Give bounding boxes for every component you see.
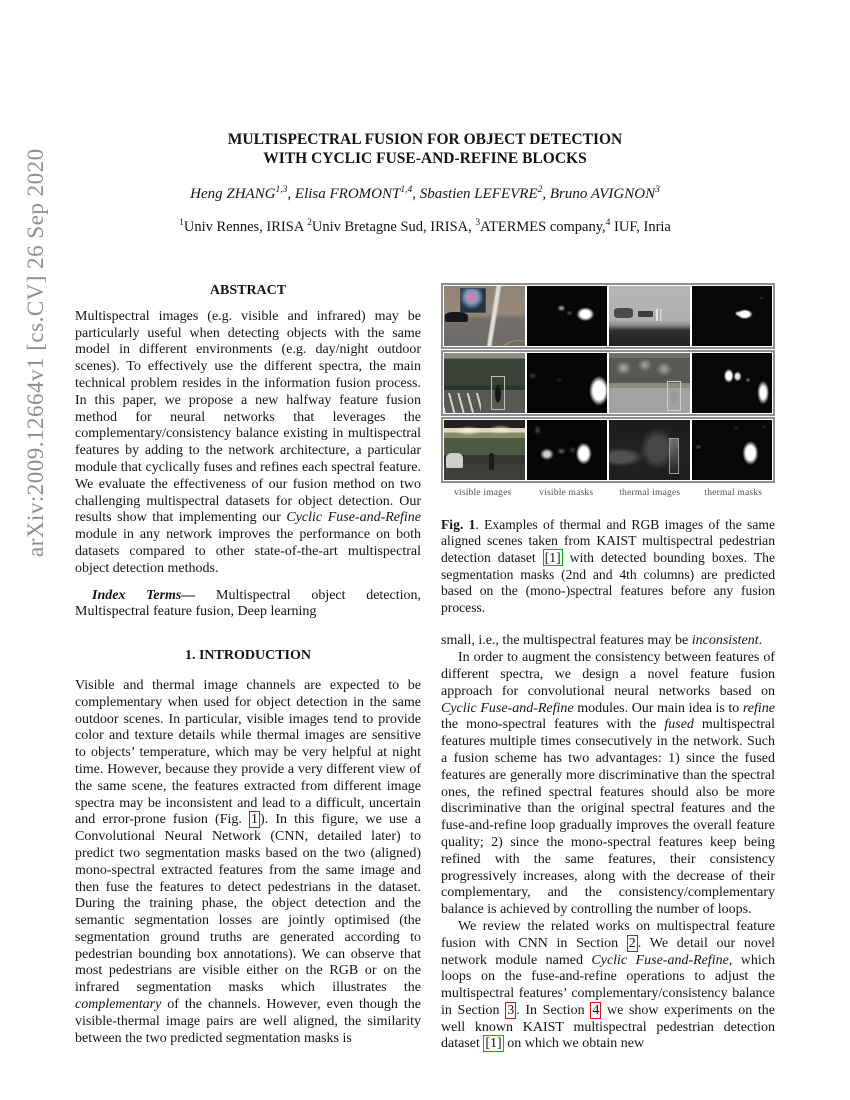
text-run: IUF, Inria [610,219,671,235]
section-ref-link-2[interactable]: 2 [628,935,636,951]
visible-image-row3 [444,420,525,480]
text-run: . [758,633,763,649]
label-thermal-images: thermal images [619,488,681,498]
text-run: 1,3 [275,185,288,195]
text-run: In order to augment the consistency between features of different spectra, we design a novel feature fusion approach for convolutional neural networks based on [441,650,775,699]
section-ref-link-3[interactable]: 3 [507,1002,515,1018]
introduction-paragraph-2 [441,650,775,919]
introduction-heading: 1. INTRODUCTION [184,648,311,664]
visible-image-row2 [444,353,525,413]
text-run: Cyclic Fuse-and-Refine [286,510,421,526]
authors-line [0,185,850,203]
visible-mask-row3 [527,420,608,480]
index-terms-paragraph [75,588,421,622]
text-run: ). In this figure, we use a Convolutional Neural Network (CNN, detailed later) to predict two segmentation masks based on the two (aligned) mono-spectral extracted features from the same image and then fuse the features to detect pedestrians in the dataset. During the training phase, the object detection and the semantic segmentation losses are jointly optimised (the segmentation ground truths are generated according to pedestrian bounding box annotations). We can observe that most pedestrians are visible either on the RGB or on the infrared segmentation masks which illustrates the [75,812,421,996]
text-run: , [287,186,295,202]
text-run: on which we obtain new [503,1036,645,1052]
text-run: . In Section [516,1002,591,1018]
thermal-mask-row2 [692,353,773,413]
text-run: the mono-spectral features with the [441,717,665,733]
text-run: we show experiments on the well known KAIST multispectral pedestrian detection dataset [441,1002,776,1052]
label-thermal-masks: thermal masks [704,488,763,498]
text-run: complementary [75,997,162,1013]
text-run: multispectral features multiple times consecutively in the network. Such a fusion scheme has two advantages: 1) since the fused features are generally more discriminative than the spectral ones, the refined spectral features should also be more discriminative than the original spectral features and the fuse-and-refine loop gradually improves the overall feature quality; 2) since the mono-spectral features keep being refined with the same features, their consistency progressively increases, along with the decrease of their complementary, and the consistency/complementary balance is achieved by controlling the number of loops. [441,717,776,918]
section-ref-link-4[interactable]: 4 [592,1002,600,1018]
affiliations-line [0,218,850,236]
text-run: Visible and thermal image channels are expected to be complementary when used for object detection in the same outdoor scenes. In particular, visible images tend to provide color and texture details while thermal images are sensitive to objects’ temperature, which may be very helpful at night time. However, because they provide a very different view of the same scene, the features extracted from different image spectra may be inconsistent and lead to a difficult, uncertain and error-prone fusion (Fig. [75,677,421,828]
text-run: 2 [307,218,312,228]
text-run: 3 [655,185,660,195]
text-run: . We detail our novel network module named [441,935,775,968]
figure-ref-link-1[interactable]: 1 [251,812,259,828]
introduction-paragraph-1-right [441,633,775,650]
text-run: Heng ZHANG [190,186,276,202]
text-run: 4 [605,218,611,228]
text-run: small, i.e., the multispectral features may be [441,633,692,649]
text-run: , which loops on the fuse-and-refine operations to adjust the multispectral features’ complementary/consistency balance in Section [441,952,775,1018]
abstract-heading: ABSTRACT [209,283,287,298]
text-run: module in any network improves the performance on both datasets compared to other state-of-the-art multispectral object detection methods. [75,527,421,576]
paper-header [0,130,850,236]
visible-image-row1 [444,286,525,346]
visible-mask-row1 [527,286,608,346]
text-run: of the channels. However, even though the visible-thermal image pairs are well aligned, the similarity between the two predicted segmentation masks is [75,997,421,1046]
text-run: Multispectral images (e.g. visible and infrared) may be particularly useful when detecting objects with the same model in different environments (e.g. day/night outdoor scenes). To effectively use the different spectra, the main technical problem resides in the information fusion process. In this paper, we propose a new halfway feature fusion method for neural networks that leverages the complementary/consistency balance existing in multispectral features by adding to the network architecture, a particular module that cyclically fuses and refines each spectral feature. We evaluate the effectiveness of our fusion method on two challenging multispectral datasets for object detection. Our results show that implementing our [75,308,421,526]
figure-1-caption [441,517,775,617]
figure-row-3 [441,417,775,483]
figure-row-1 [441,283,775,349]
text-run: 3 [475,218,481,228]
label-visible-images: visible images [454,488,512,498]
text-run: modules. Our main idea is to [573,700,743,716]
text-run: 2 [537,185,543,195]
text-run: fused [664,717,694,733]
left-column [75,283,421,1047]
text-run: Cyclic Fuse-and-Refine [591,952,729,968]
visible-mask-row2 [527,353,608,413]
text-run: inconsistent [691,633,759,649]
citation-link-1[interactable]: [1] [544,549,561,565]
text-run: ATERMES company, [480,219,606,235]
paper-title-line2: WITH CYCLIC FUSE-AND-REFINE BLOCKS [263,150,587,167]
paper-title-line1: MULTISPECTRAL FUSION FOR OBJECT DETECTION [227,131,623,148]
label-visible-masks: visible masks [539,488,594,498]
text-run: 1,4 [400,185,413,195]
text-run: Univ Bretagne Sud, IRISA, [311,219,476,235]
figure-column-labels [441,485,775,502]
text-run: with detected bounding boxes. The segmentation masks (2nd and 4th columns) are predicted based on the (mono-)spectral features before any fusion process. [441,549,775,615]
citation-link-1[interactable]: [1] [485,1036,502,1052]
thermal-image-row2 [609,353,690,413]
text-run: Index Terms— [92,587,196,603]
document-page: arXiv:2009.12664v1 [cs.CV] 26 Sep 2020 MULTISPECTRAL FUSION FOR OBJECT DETECTION WITH CYCLIC FUSE-AND-REFINE BLOCKS Heng ZHANG$^{1,3}$, Elisa FROMONT$^{1,4}$, Sbastien LEFEVRE$^2$, Bruno AVIGNON$^3$ $^1$Univ Rennes, IRISA $^2$Univ Bretagne Sud, IRISA, $^3$ATERMES company,$^4$ IUF, Inria ABSTRACT Multispectral images (e.g. visible and infrared) may be particularly useful when detecting objects with the same model in different environments (e.g. day/night outdoor scenes). To effectively use the different spectra, the main technical problem resides in the information fusion process. In this paper, we propose a new halfway feature fusion method for neural networks that leverages the complementary/consistency balance existing in multispectral features by adding to the network architecture, a particular module that cyclically fuses and refines each spectral feature. We evaluate the effectiveness of our fusion method on two challenging multispectral datasets for object detection. Our results show that implementing our Cyclic Fuse-and-Refine module in any network improves the performance on both datasets compared to other state-of-the-art multispectral object detection methods. Index Terms— Multispectral object detection, Multispectral feature fusion, Deep learning 1. INTRODUCTION Visible and thermal image channels are expected to be complementary when used for object detection in the same outdoor scenes. In particular, visible images tend to provide color and texture details while thermal images are sensitive to objects’ temperature, which may be very helpful at night time. However, because they provide a very different view of the same scene, the features extracted from different image spectra may be inconsistent and lead to a difficult, uncertain and error-prone fusion (Fig. 1 ). In this figure, we use a Convolutional Neural Network (CNN, detailed later) to predict two segmentation masks based on the two (aligned) mono-spectral extracted features from the same image and then fuse the features to detect pedestrians in the dataset. During the training phase, the object detection and the semantic segmentation losses are jointly optimised (the segmentation ground truths are generated according to pedestrian bounding box annotations). We can observe that most pedestrians are visible either on the RGB or on the infrared segmentation masks which illustrates the complementary of the channels. However, even though the visible-thermal image pairs are well aligned, the similarity between the two predicted segmentation masks is visible images visible masks thermal images thermal masks Fig. 1. Examples of thermal and RGB images of the same aligned scenes taken from KAIST multispectral pedestrian detection dataset [1] with detected bounding boxes. The segmentation masks (2nd and 4th columns) are predicted based on the (mono-)spectral features before any fusion process. small, i.e., the multispectral features may be inconsistent. In order to augment the consistency between features of different spectra, we design a novel feature fusion approach for convolutional neural networks based on Cyclic Fuse-and-Refine modules. Our main idea is to refine the mono-spectral features with the fused multispectral features multiple times consecutively in the network. Such a fusion scheme has two advantages: 1) since the fused features are generally more discriminative than the spectral ones, the refined spectral features should also be more discriminative than the original spectral features and the fuse-and-refine loop gradually improves the overall feature quality; 2) since the mono-spectral features keep being refined with the same features, their consistency progressively increases, along with the decrease of their complementary, and the consistency/complementary balance is achieved by controlling the number of loops. We review the related works on multispectral feature fusion with CNN in Section 2 . We detail our novel network module named Cyclic Fuse-and-Refine, which loops on the fuse-and-refine operations to adjust the multispectral features’ complementary/consistency balance in Section 3 . In Section 4 we show experiments on the well known KAIST multispectral pedestrian detection dataset [1] on which we obtain new [0,0,850,1100]
text-run: 1 [179,218,184,228]
paper-title [0,130,850,168]
text-run: Elisa FROMONT [294,186,401,202]
thermal-image-row3 [609,420,690,480]
right-column [441,283,775,1053]
introduction-paragraph-1-left [75,678,421,1048]
figure-row-2 [441,350,775,416]
text-run: Univ Rennes, IRISA [183,219,308,235]
text-run: Multispectral object detection, Multispectral feature fusion, Deep learning [75,587,421,620]
text-run: refine [742,700,775,716]
text-run: Sbastien LEFEVRE [419,186,538,202]
thermal-image-row1 [609,286,690,346]
thermal-mask-row1 [692,286,773,346]
abstract-paragraph [75,309,421,578]
text-run: Fig. 1 [441,516,476,532]
text-run: Bruno AVIGNON [549,186,656,202]
text-run: Cyclic Fuse-and-Refine [441,700,574,716]
figure-1 [441,283,775,502]
text-run: , [542,186,550,202]
text-run: , [412,186,420,202]
introduction-paragraph-3 [441,919,775,1053]
thermal-mask-row3 [692,420,773,480]
text-run: . Examples of thermal and RGB images of the same aligned scenes taken from KAIST multispectral pedestrian detection dataset [441,516,775,565]
text-run: We review the related works on multispectral feature fusion with CNN in Section [441,918,775,951]
